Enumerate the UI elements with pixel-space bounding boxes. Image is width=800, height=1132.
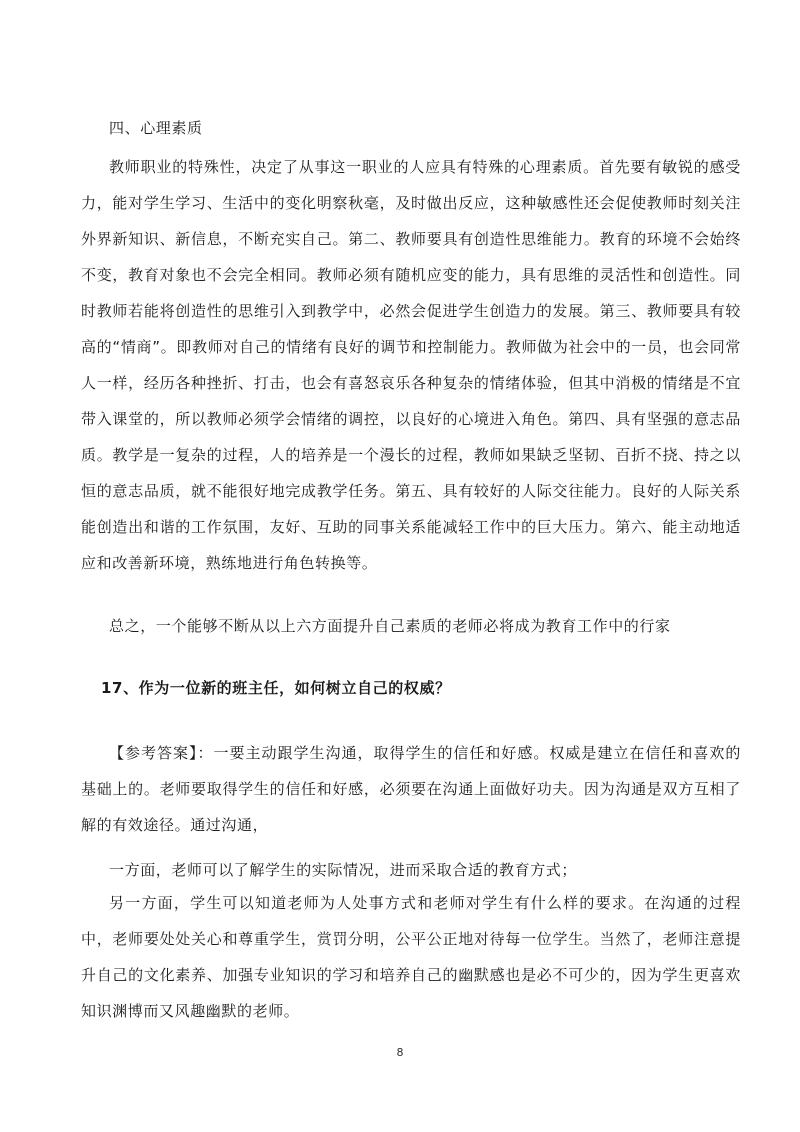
answer-intro-paragraph: 【参考答案】：一要主动跟学生沟通，取得学生的信任和好感。权威是建立在信任和喜欢的基础上的。老师要取得学生的信任和好感，必须要在沟通上面做好功夫。因为沟通是双方互相了解的有效途径。通过沟通， (81, 744, 741, 834)
section-heading: 四、心理素质 (109, 119, 203, 137)
answer-point-1: 一方面，老师可以了解学生的实际情况，进而采取合适的教育方式； (109, 861, 578, 879)
answer-point-2: 另一方面，学生可以知道老师为人处事方式和老师对学生有什么样的要求。在沟通的过程中，老师要处处关心和尊重学生，赏罚分明，公平公正地对待每一位学生。当然了，老师注意提升自己的文化素养、加强专业知识的学习和培养自己的幽默感也是必不可少的，因为学生更喜欢知识渊博而又风趣幽默的老师。 (81, 894, 741, 1020)
question-heading: 17、作为一位新的班主任，如何树立自己的权威？ (101, 679, 451, 697)
page-number: 8 (396, 1046, 404, 1059)
paragraph-psychological-qualities: 教师职业的特殊性，决定了从事这一职业的人应具有特殊的心理素质。首先要有敏锐的感受力，能对学生学习、生活中的变化明察秋毫，及时做出反应，这种敏感性还会促使教师时刻关注外界新知识、新信息，不断充实自己。第二、教师要具有创造性思维能力。教育的环境不会始终不变，教育对象也不会完全相同。教师必须有随机应变的能力，具有思维的灵活性和创造性。同时教师若能将创造性的思维引入到教学中，必然会促进学生创造力的发展。第三、教师要具有较高的“情商”。即教师对自己的情绪有良好的调节和控制能力。教师做为社会中的一员，也会同常人一样，经历各种挫折、打击，也会有喜怒哀乐各种复杂的情绪体验，但其中消极的情绪是不宜带入课堂的，所以教师必须学会情绪的调控，以良好的心境进入角色。第四、具有坚强的意志品质。教学是一复杂的过程，人的培养是一个漫长的过程，教师如果缺乏坚韧、百折不挠、持之以恒的意志品质，就不能很好地完成教学任务。第五、具有较好的人际交往能力。良好的人际关系能创造出和谐的工作氛围，友好、互助的同事关系能减轻工作中的巨大压力。第六、能主动地适应和改善新环境，熟练地进行角色转换等。 (81, 158, 741, 572)
summary-paragraph: 总之，一个能够不断从以上六方面提升自己素质的老师必将成为教育工作中的行家 (109, 617, 671, 635)
